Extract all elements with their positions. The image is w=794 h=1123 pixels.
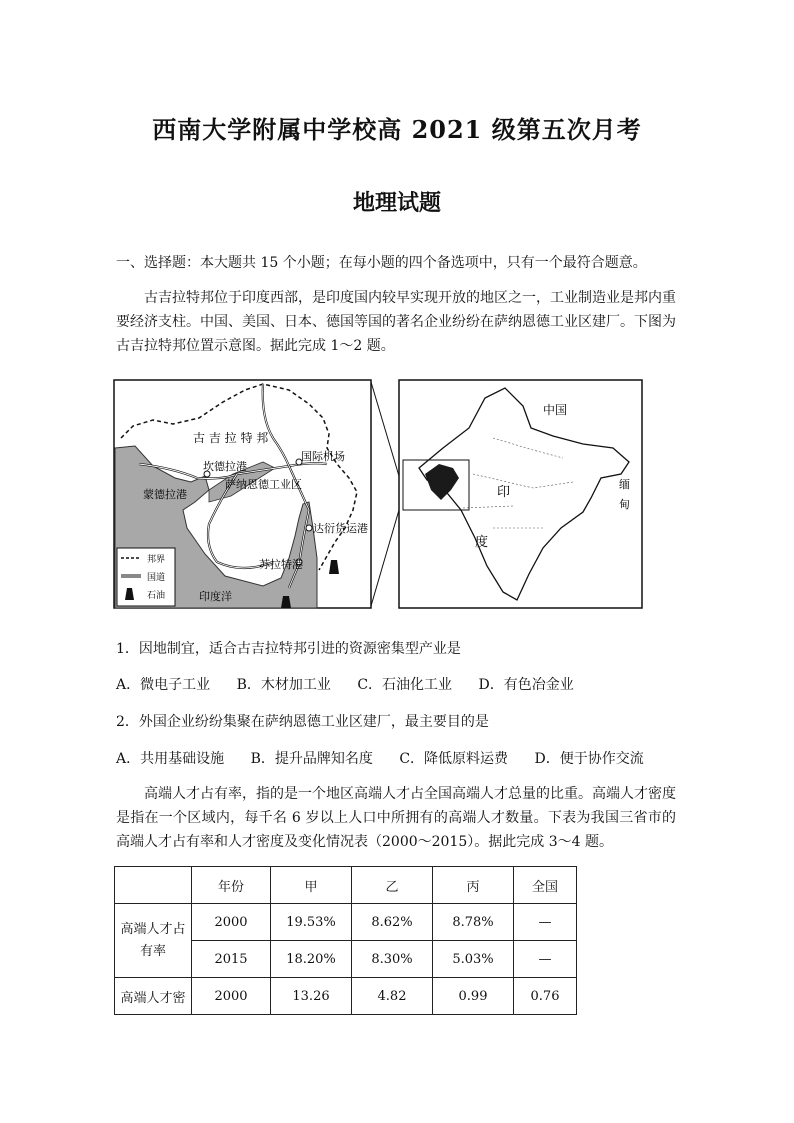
table-header: 乙 — [352, 867, 433, 904]
q1-option-b[interactable]: B．木材加工业 — [236, 677, 331, 693]
q2-option-a[interactable]: A．共用基础设施 — [116, 751, 225, 767]
dahej-port-dot — [306, 525, 312, 531]
table-header: 丙 — [433, 867, 514, 904]
q2-option-d[interactable]: D．便于协作交流 — [534, 751, 644, 767]
label-dahej: 达衍货运港 — [313, 522, 368, 535]
table-header: 全国 — [514, 867, 577, 904]
exam-subtitle: 地理试题 — [352, 190, 441, 216]
q2-option-b[interactable]: B．提升品牌知名度 — [250, 751, 373, 767]
table-cell: 8.78% — [433, 904, 514, 941]
legend-road: 国道 — [147, 573, 166, 583]
table-cell: — — [514, 904, 577, 941]
label-surat: 苏拉特港 — [259, 558, 303, 571]
row-group-share: 高端人才占有率 — [115, 904, 192, 978]
question-1-options — [116, 674, 596, 694]
label-industrial-zone: 萨纳恩德工业区 — [225, 478, 302, 491]
legend-oil: 石油 — [147, 591, 166, 601]
table-row — [115, 978, 577, 1015]
table-row — [115, 904, 577, 941]
question-1: 1．因地制宜，适合古吉拉特邦引进的资源密集型产业是 — [116, 641, 461, 657]
q2-option-c[interactable]: C．降低原料运费 — [399, 751, 509, 767]
passage-1: 古吉拉特邦位于印度西部，是印度国内较早实现开放的地区之一，工业制造业是邦内重要经济支柱。中国、美国、日本、德国等国的著名企业纷纷在萨纳恩德工业区建厂。下图为古吉拉特邦位置示意图。据此完成 1～2 题。 — [116, 290, 676, 354]
table-cell: 8.62% — [352, 904, 433, 941]
label-airport: 国际机场 — [301, 450, 345, 463]
gujarat-location-map — [113, 378, 643, 610]
table-cell: 19.53% — [271, 904, 352, 941]
label-india-1: 印 — [497, 485, 511, 500]
label-indian-ocean: 印度洋 — [199, 590, 232, 603]
label-mundra: 蒙德拉港 — [143, 488, 187, 501]
row-group-density: 高端人才密 — [115, 978, 192, 1015]
table-cell: 5.03% — [433, 941, 514, 978]
q1-option-a[interactable]: A．微电子工业 — [116, 677, 211, 693]
table-cell: 2000 — [192, 904, 271, 941]
table-cell: 2000 — [192, 978, 271, 1015]
table-header: 甲 — [271, 867, 352, 904]
passage-2: 高端人才占有率，指的是一个地区高端人才占全国高端人才总量的比重。高端人才密度是指在一个区域内，每千名 6 岁以上人口中所拥有的高端人才数量。下表为我国三省市的高端人才占有率和人才密度及变化情况表（2000～2015）。据此完成 3～4 题。 — [116, 786, 676, 850]
label-myanmar-1: 缅 — [619, 478, 630, 491]
table-cell: 4.82 — [352, 978, 433, 1015]
table-cell: 18.20% — [271, 941, 352, 978]
table-header: 年份 — [192, 867, 271, 904]
section-heading: 一、选择题：本大题共 15 个小题；在每小题的四个备选项中，只有一个最符合题意。 — [116, 255, 647, 271]
table-header-row — [115, 867, 577, 904]
talent-table — [114, 866, 577, 1015]
question-2: 2．外国企业纷纷集聚在萨纳恩德工业区建厂，最主要目的是 — [116, 714, 489, 730]
table-cell: 0.99 — [433, 978, 514, 1015]
table-cell: 8.30% — [352, 941, 433, 978]
table-cell: — — [514, 941, 577, 978]
label-india-2: 度 — [475, 535, 489, 550]
table-header — [115, 867, 192, 904]
q1-option-d[interactable]: D．有色冶金业 — [478, 677, 574, 693]
label-kandla: 坎德拉港 — [203, 460, 247, 473]
table-cell: 2015 — [192, 941, 271, 978]
exam-title: 西南大学附属中学校高 2021 级第五次月考 — [152, 115, 642, 144]
label-myanmar-2: 甸 — [619, 498, 630, 511]
label-state: 古 吉 拉 特 邦 — [193, 431, 269, 445]
question-2-options — [116, 748, 666, 768]
legend-border: 邦界 — [147, 555, 166, 565]
label-china: 中国 — [543, 403, 568, 417]
table-cell: 13.26 — [271, 978, 352, 1015]
q1-option-c[interactable]: C．石油化工业 — [357, 677, 453, 693]
table-cell: 0.76 — [514, 978, 577, 1015]
